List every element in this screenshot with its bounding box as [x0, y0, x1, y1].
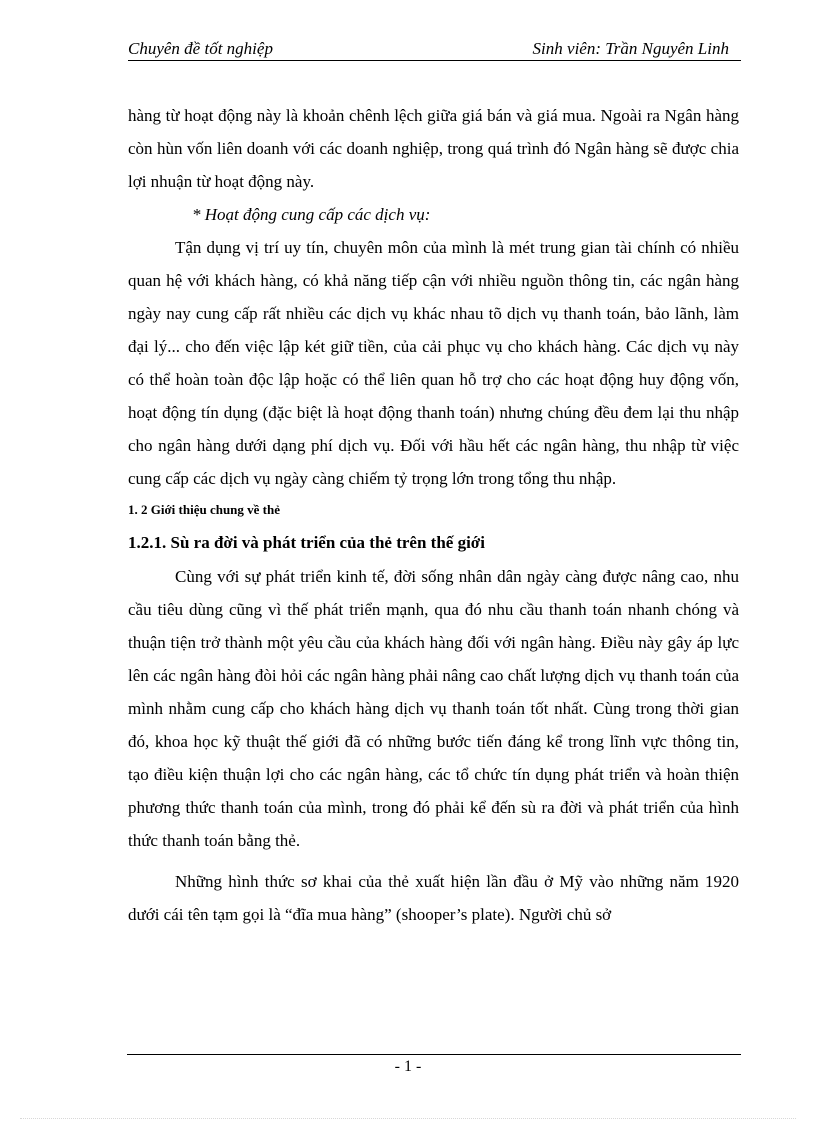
section-heading-1-2-1: 1.2.1. Sù ra đời và phát triển của thẻ trên thế giới: [128, 533, 485, 552]
header-student-name: Sinh viên: Trần Nguyên Linh: [532, 39, 729, 58]
section-heading-1-2: 1. 2 Giới thiệu chung về thẻ: [128, 502, 281, 517]
footer-divider: [127, 1054, 741, 1055]
page-header: [128, 38, 741, 61]
paragraph-services: Tận dụng vị trí uy tín, chuyên môn của mình là mét trung gian tài chính có nhiều quan hệ với khách hàng, có khả năng tiếp cận với nhiều nguồn thông tin, các ngân hàng ngày nay cung cấp rất nhiều các dịch vụ khác nhau tõ dịch vụ thanh toán, bảo lãnh, làm đại lý... cho đến việc lập két giữ tiền, của cải phục vụ cho khách hàng. Các dịch vụ này có thể hoàn toàn độc lập hoặc có thể liên quan hỗ trợ cho các hoạt động huy động vốn, hoạt động tín dụng (đặc biệt là hoạt động thanh toán) nhưng chúng đều đem lại thu nhập cho ngân hàng dưới dạng phí dịch vụ. Đối với hầu hết các ngân hàng, thu nhập từ việc cung cấp các dịch vụ ngày càng chiếm tỷ trọng lớn trong tổng thu nhập.: [128, 238, 739, 488]
page-number: - 1 -: [394, 1058, 422, 1075]
document-body: [128, 99, 739, 931]
paragraph-income-difference: hàng từ hoạt động này là khoản chênh lệch giữa giá bán và giá mua. Ngoài ra Ngân hàng còn hùn vốn liên doanh với các doanh nghiệp, trong quá trình đó Ngân hàng sẽ được chia lợi nhuận từ hoạt động này.: [128, 106, 739, 191]
paragraph-card-history: Những hình thức sơ khai của thẻ xuất hiện lần đầu ở Mỹ vào những năm 1920 dưới cái tên tạm gọi là “đĩa mua hàng” (shooper’s plate). Người chủ sở: [128, 872, 739, 924]
heading-service-activities: * Hoạt động cung cấp các dịch vụ:: [192, 205, 431, 224]
header-document-title: Chuyên đề tốt nghiệp: [128, 39, 273, 58]
page-bottom-dotted-rule: [20, 1118, 796, 1119]
paragraph-card-development: Cùng với sự phát triển kinh tế, đời sống nhân dân ngày càng được nâng cao, nhu cầu tiêu dùng cũng vì thế phát triển mạnh, qua đó nhu cầu thanh toán nhanh chóng và thuận tiện trở thành một yêu cầu của khách hàng đối với ngân hàng. Điều này gây áp lực lên các ngân hàng đòi hỏi các ngân hàng phải nâng cao chất lượng dịch vụ thanh toán của mình nhằm cung cấp cho khách hàng dịch vụ thanh toán tốt nhất. Cùng trong thời gian đó, khoa học kỹ thuật thế giới đã có những bước tiến đáng kể trong lĩnh vực thông tin, tạo điều kiện thuận lợi cho các ngân hàng, các tổ chức tín dụng phát triển và hoàn thiện phương thức thanh toán của mình, trong đó phải kể đến sù ra đời và phát triển của hình thức thanh toán bằng thẻ.: [128, 567, 739, 850]
